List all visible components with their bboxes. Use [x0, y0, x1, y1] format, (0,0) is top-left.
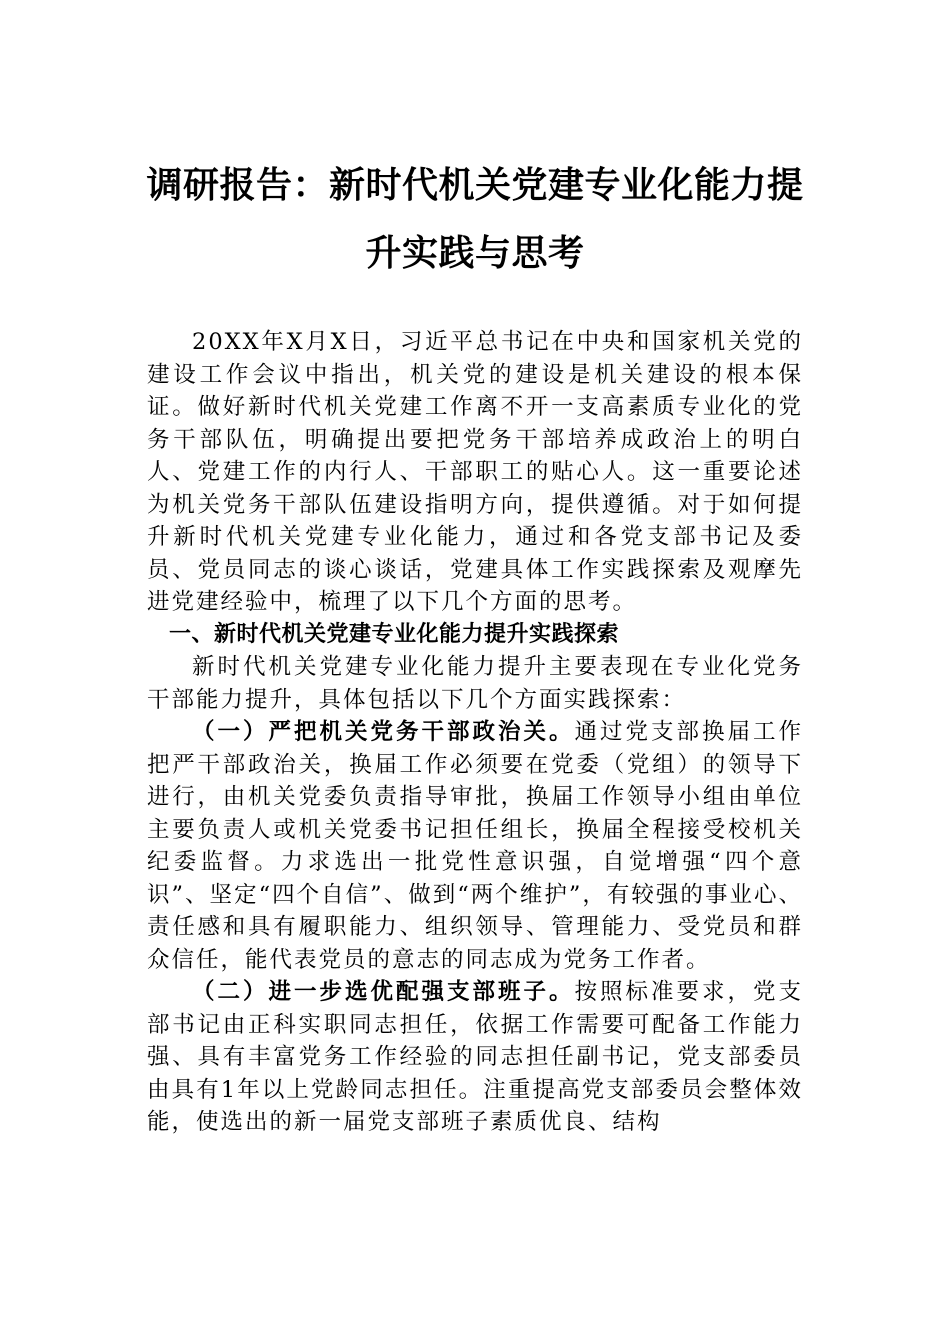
item-2-text: 按照标准要求，党支部书记由正科实职同志担任，依据工作需要可配备工作能力强、具有丰富党务工作经验的同志担任副书记，党支部委员由具有1年以上党龄同志担任。注重提高党支部委员会整体效能，使选出的新一届党支部班子素质优良、结构	[147, 979, 803, 1135]
section-1-intro-paragraph: 新时代机关党建专业化能力提升主要表现在专业化党务干部能力提升，具体包括以下几个方面实践探索：	[147, 654, 803, 713]
item-1-paragraph	[147, 716, 803, 976]
item-2-heading: （二）进一步选优配强支部班子。	[192, 979, 575, 1005]
intro-paragraph: 20XX年X月X日，习近平总书记在中央和国家机关党的建设工作会议中指出，机关党的建设是机关建设的根本保证。做好新时代机关党建工作离不开一支高素质专业化的党务干部队伍，明确提出要把党务干部培养成政治上的明白人、党建工作的内行人、干部职工的贴心人。这一重要论述为机关党务干部队伍建设指明方向，提供遵循。对于如何提升新时代机关党建专业化能力，通过和各党支部书记及委员、党员同志的谈心谈话，党建具体工作实践探索及观摩先进党建经验中，梳理了以下几个方面的思考。	[147, 329, 803, 615]
title-line-1: 调研报告：新时代机关党建专业化能力提	[146, 165, 804, 206]
section-1-heading: 一、新时代机关党建专业化能力提升实践探索	[169, 621, 620, 647]
title-line-2: 升实践与思考	[365, 233, 585, 274]
item-2-paragraph	[147, 976, 803, 1139]
item-1-heading: （一）严把机关党务干部政治关。	[192, 719, 575, 745]
document-body	[147, 326, 803, 1139]
document-title	[140, 152, 810, 288]
item-1-text: 通过党支部换届工作把严干部政治关，换届工作必须要在党委（党组）的领导下进行，由机关党委负责指导审批，换届工作领导小组由单位主要负责人或机关党委书记担任组长，换届全程接受校机关纪委监督。力求选出一批党性意识强，自觉增强“四个意识”、坚定“四个自信”、做到“两个维护”，有较强的事业心、责任感和具有履职能力、组织领导、管理能力、受党员和群众信任，能代表党员的意志的同志成为党务工作者。	[147, 719, 803, 973]
